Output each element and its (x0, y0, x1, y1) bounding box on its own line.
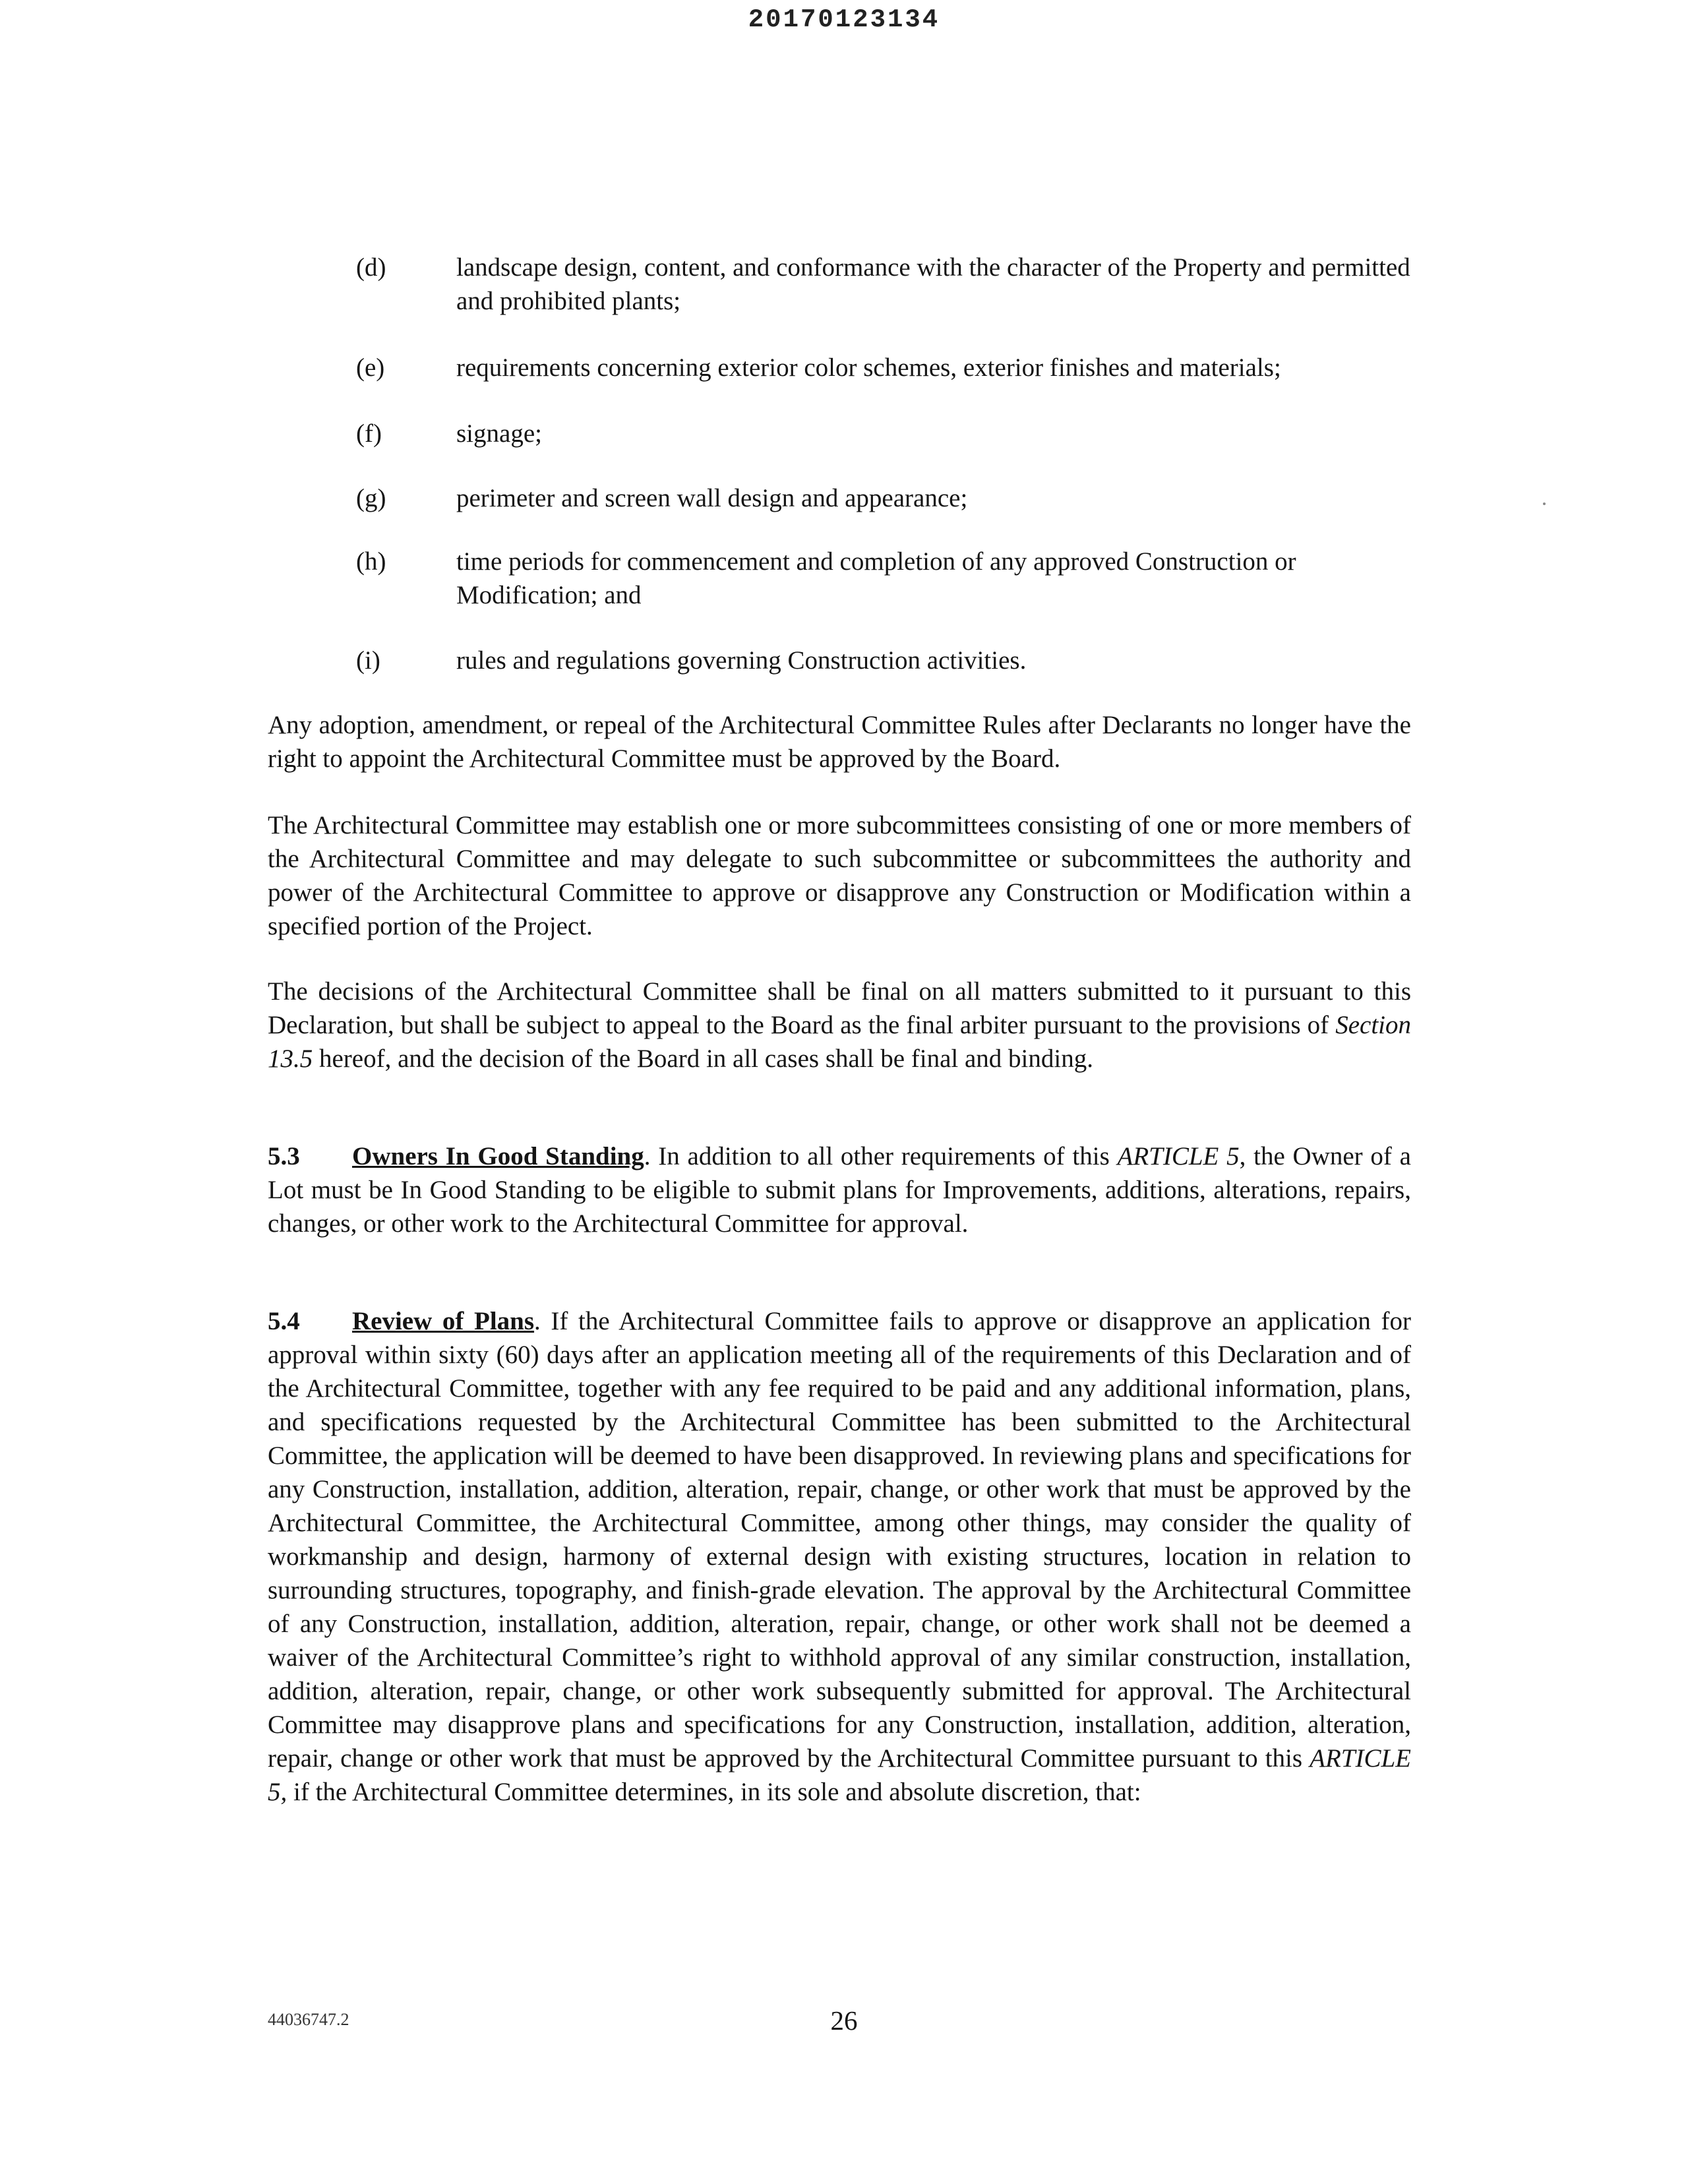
paragraph-subcommittees: The Architectural Committee may establish one or more subcommittees consisting of one or more members of the Architectural Committee and may delegate to such subcommittee or subcommittees the authority and power of the Architectural Committee to approve or disapprove any Construction or Modification within a specified portion of the Project. (268, 811, 1411, 940)
article-reference: ARTICLE 5 (1117, 1142, 1240, 1170)
list-item-e (356, 351, 1411, 384)
section-number: 5.3 (268, 1142, 300, 1170)
list-item-i (356, 644, 1411, 677)
section-title: Owners In Good Standing (352, 1142, 644, 1170)
list-text: time periods for commencement and completion of any approved Construction or Modification; and (456, 547, 1296, 609)
section-text-end: , the Owner of a Lot must be In Good Standing to be eligible to submit plans for Improvements, additions, alterations, repairs, changes, or other work to the Architectural Committee for approval. (268, 1142, 1411, 1238)
decisions-text: The decisions of the Architectural Committee shall be final on all matters submitted to it pursuant to this Declaration, but shall be subject to appeal to the Board as the final arbiter pursuant to the provisions of (268, 977, 1411, 1039)
list-text: rules and regulations governing Construction activities. (456, 646, 1027, 675)
list-text: perimeter and screen wall design and appearance; (456, 484, 968, 512)
paragraph-decisions (268, 975, 1411, 1076)
list-letter: (g) (356, 484, 386, 512)
section-text-end: if the Architectural Committee determines, in its sole and absolute discretion, that: (287, 1778, 1141, 1806)
section-5-3 (268, 1139, 1411, 1240)
list-text: signage; (456, 419, 542, 448)
section-number: 5.4 (268, 1307, 300, 1335)
section-title: Review of Plans (352, 1307, 535, 1335)
section-5-4 (268, 1304, 1411, 1809)
list-letter: (h) (356, 547, 386, 576)
section-text: . In addition to all other requirements of this (644, 1142, 1118, 1170)
scan-speck (1543, 502, 1546, 505)
paragraph-rules-amendment: Any adoption, amendment, or repeal of the Architectural Committee Rules after Declarants no longer have the right to appoint the Architectural Committee must be approved by the Board. (268, 711, 1411, 773)
list-item-d (356, 251, 1411, 318)
list-text: landscape design, content, and conformance with the character of the Property and permitted and prohibited plants; (456, 253, 1410, 315)
decisions-text-end: hereof, and the decision of the Board in all cases shall be final and binding. (313, 1045, 1093, 1073)
list-item-f (356, 417, 1411, 450)
list-letter: (i) (356, 646, 380, 675)
list-letter: (d) (356, 253, 386, 282)
list-letter: (e) (356, 353, 385, 382)
article-reference: ARTICLE 5, (268, 1744, 1411, 1806)
page-number: 26 (830, 2005, 858, 2036)
document-id: 44036747.2 (268, 2010, 349, 2029)
list-item-g (356, 481, 1411, 515)
list-item-h (356, 545, 1411, 612)
section-reference: Section 13.5 (268, 1011, 1411, 1073)
list-letter: (f) (356, 419, 382, 448)
recording-number: 20170123134 (748, 5, 940, 34)
list-text: requirements concerning exterior color schemes, exterior finishes and materials; (456, 353, 1281, 382)
section-text: . If the Architectural Committee fails to approve or disapprove an application for approval within sixty (60) days after an application meeting all of the requirements of this Declaration and of the Architectural Committee, together with any fee required to be paid and any additional information, plans, and specifications requested by the Architectural Committee has been submitted to the Architectural Committee, the application will be deemed to have been disapproved. In reviewing plans and specifications for any Construction, installation, addition, alteration, repair, change, or other work that must be approved by the Architectural Committee, the Architectural Committee, among other things, may consider the quality of workmanship and design, harmony of external design with existing structures, location in relation to surrounding structures, topography, and finish-grade elevation. The approval by the Architectural Committee of any Construction, installation, addition, alteration, repair, change, or other work shall not be deemed a waiver of the Architectural Committee’s right to withhold approval of any similar construction, installation, addition, alteration, repair, change, or other work subsequently submitted for approval. The Architectural Committee may disapprove plans and specifications for any Construction, installation, addition, alteration, repair, change or other work that must be approved by the Architectural Committee pursuant to this (268, 1307, 1411, 1773)
